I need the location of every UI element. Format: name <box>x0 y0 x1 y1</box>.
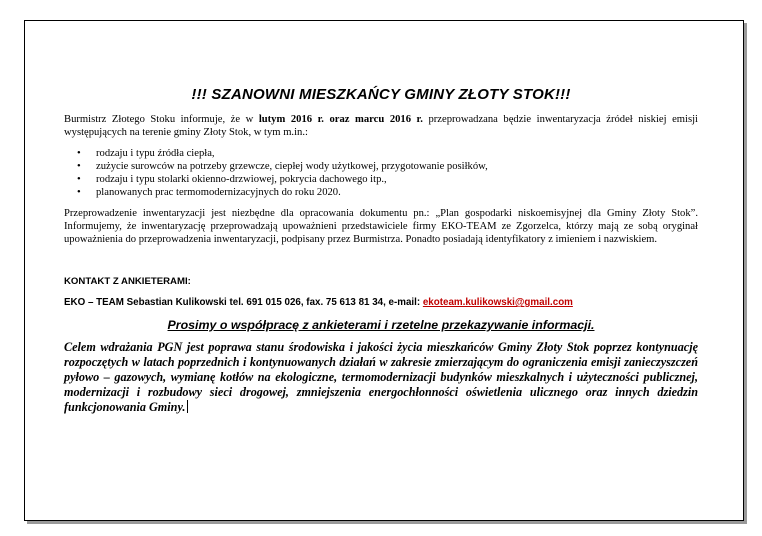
bullet-icon: • <box>77 187 81 198</box>
list-item: • planowanych prac termomodernizacyjnych do roku 2020. <box>77 187 341 198</box>
document-body <box>64 86 698 415</box>
appeal-text: Prosimy o współpracę z ankieterami i rzetelne przekazywanie informacji. <box>167 318 595 332</box>
contact-details: EKO – TEAM Sebastian Kulikowski tel. 691 015 026, fax. 75 613 81 34, e-mail: <box>64 297 423 308</box>
list-item: • rodzaju i typu źródła ciepła, <box>77 148 215 159</box>
closing-text: Celem wdrażania PGN jest poprawa stanu środowiska i jakości życia mieszkańców Gminy Złoty Stok poprzez kontynuację rozpoczętych w latach poprzednich i kontynuowanych działań w zakresie zmierzającym do ograniczenia emisji zanieczyszczeń pyłowo – gazowych, wymianę kotłów na ekologiczne, termomodernizacji budynków mieszkalnych i użyteczności publicznej, modernizacji i rozbudowy sieci drogowej, zmniejszenia energochłonności oświetlenia ulicznego oraz innych dziedzin funkcjonowania Gminy. <box>64 340 698 414</box>
notice-title: !!! SZANOWNI MIESZKAŃCY GMINY ZŁOTY STOK!!! <box>191 86 571 103</box>
inventory-scope-list <box>64 147 698 199</box>
bullet-icon: • <box>77 148 81 159</box>
intro-text-2: przeprowadzana będzie inwentaryzacja źródeł niskiej emisji występujących na terenie gminy Złoty Stok, w tym m.in.: <box>64 114 698 138</box>
email-link[interactable]: ekoteam.kulikowski@gmail.com <box>422 297 573 308</box>
inventory-paragraph: Przeprowadzenie inwentaryzacji jest niezbędne dla opracowania dokumentu pn.: „Plan gospodarki niskoemisyjnej dla Gminy Złoty Stok”. Informujemy, że inwentaryzację przeprowadzają upoważnieni przedstawiciele firmy EKO-TEAM ze Zgorzelca, którzy mają ze sobą oryginał upoważnienia do przeprowadzenia inwentaryzacji, podpisany przez Burmistrza. Ponadto posiadają identyfikatory z imieniem i nazwiskiem. <box>64 208 698 245</box>
bullet-icon: • <box>77 174 81 185</box>
list-item: • zużycie surowców na potrzeby grzewcze, ciepłej wody użytkowej, przygotowanie posiłków, <box>77 161 488 172</box>
text-cursor <box>187 400 188 413</box>
list-item: • rodzaju i typu stolarki okienno-drzwiowej, pokrycia dachowego itp., <box>77 174 387 185</box>
intro-paragraph <box>64 113 698 139</box>
bullet-icon: • <box>77 161 81 172</box>
intro-dates: lutym 2016 r. oraz marcu 2016 r. <box>258 114 423 125</box>
contact-line <box>64 297 698 308</box>
intro-text-1: Burmistrz Złotego Stoku informuje, że w <box>64 114 259 125</box>
contact-heading: KONTAKT Z ANKIETERAMI: <box>64 276 191 287</box>
closing-paragraph <box>64 340 698 415</box>
